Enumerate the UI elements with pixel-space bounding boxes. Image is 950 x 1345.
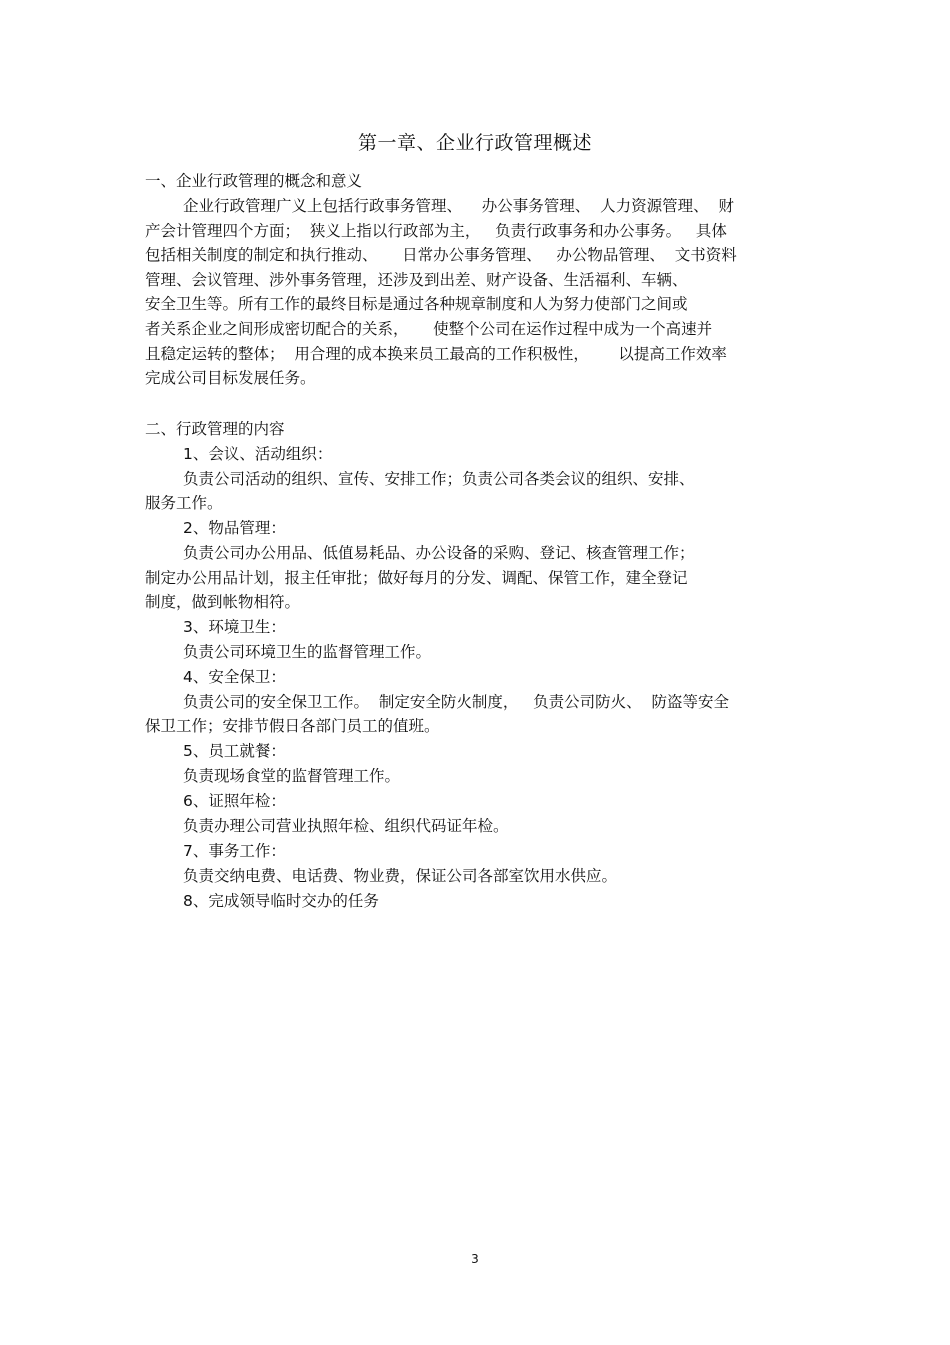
item-line: 负责交纳电费、电话费、物业费，保证公司各部室饮用水供应。 bbox=[183, 867, 618, 885]
item-title: 6、证照年检： bbox=[183, 792, 286, 810]
paragraph-line: 管理、会议管理、涉外事务管理，还涉及到出差、财产设备、生活福利、车辆、 bbox=[145, 271, 688, 289]
item-line: 负责公司办公用品、低值易耗品、办公设备的采购、登记、核查管理工作； bbox=[183, 544, 695, 562]
item-line: 负责公司环境卫生的监督管理工作。 bbox=[183, 643, 432, 661]
item-line: 保卫工作；安排节假日各部门员工的值班。 bbox=[145, 717, 440, 735]
item-line: 负责办理公司营业执照年检、组织代码证年检。 bbox=[183, 817, 509, 835]
chapter-title: 第一章、企业行政管理概述 bbox=[357, 132, 592, 154]
paragraph-line: 且稳定运转的整体； 用合理的成本换来员工最高的工作积极性， 以提高工作效率 bbox=[145, 345, 727, 363]
paragraph-line: 产会计管理四个方面； 狭义上指以行政部为主， 负责行政事务和办公事务。 具体 bbox=[145, 222, 727, 240]
item-title: 3、环境卫生： bbox=[183, 618, 286, 636]
item-title: 8、完成领导临时交办的任务 bbox=[183, 892, 379, 910]
item-line: 服务工作。 bbox=[145, 494, 223, 512]
item-title: 1、会议、活动组织： bbox=[183, 445, 333, 463]
item-line: 负责现场食堂的监督管理工作。 bbox=[183, 767, 401, 785]
paragraph-line: 企业行政管理广义上包括行政事务管理、 办公事务管理、 人力资源管理、 财 bbox=[183, 197, 734, 215]
paragraph-line: 包括相关制度的制定和执行推动、 日常办公事务管理、 办公物品管理、 文书资料 bbox=[145, 246, 737, 264]
page-number: 3 bbox=[471, 1252, 479, 1266]
section-heading: 二、行政管理的内容 bbox=[145, 420, 285, 438]
section-heading: 一、企业行政管理的概念和意义 bbox=[145, 172, 363, 190]
item-line: 制度，做到帐物相符。 bbox=[145, 593, 301, 611]
item-title: 2、物品管理： bbox=[183, 519, 286, 537]
item-line: 负责公司活动的组织、宣传、安排工作；负责公司各类会议的组织、安排、 bbox=[183, 470, 695, 488]
item-line: 负责公司的安全保卫工作。 制定安全防火制度， 负责公司防火、 防盗等安全 bbox=[183, 693, 729, 711]
paragraph-line: 安全卫生等。所有工作的最终目标是通过各种规章制度和人为努力使部门之间或 bbox=[145, 295, 688, 313]
item-title: 4、安全保卫： bbox=[183, 668, 286, 686]
paragraph-line: 者关系企业之间形成密切配合的关系， 使整个公司在运作过程中成为一个高速并 bbox=[145, 320, 713, 338]
paragraph-line: 完成公司目标发展任务。 bbox=[145, 369, 316, 387]
item-line: 制定办公用品计划，报主任审批；做好每月的分发、调配、保管工作，建全登记 bbox=[145, 569, 688, 587]
item-title: 7、事务工作： bbox=[183, 842, 286, 860]
item-title: 5、员工就餐： bbox=[183, 742, 286, 760]
